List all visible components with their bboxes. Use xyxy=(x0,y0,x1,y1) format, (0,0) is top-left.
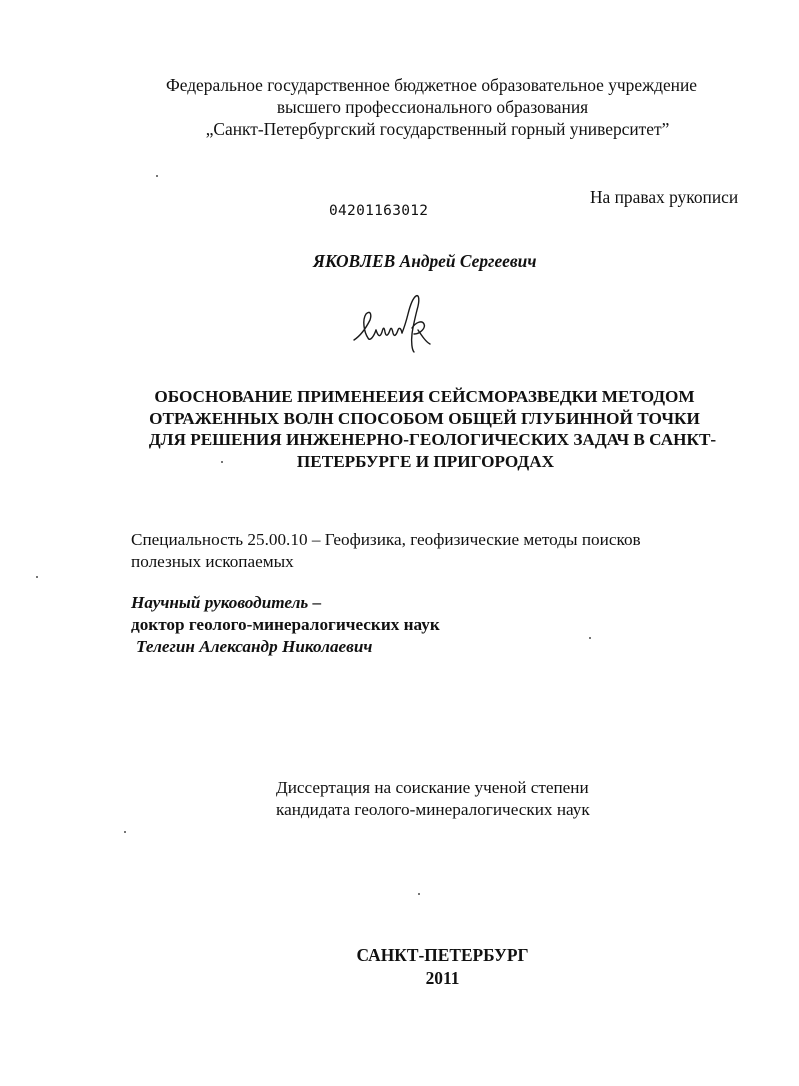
place-and-year xyxy=(0,944,799,990)
title-line-4: ПЕТЕРБУРГЕ И ПРИГОРОДАХ xyxy=(296,451,555,471)
specialty xyxy=(131,529,711,573)
scan-speck xyxy=(124,831,126,833)
specialty-line-1: Специальность 25.00.10 – Геофизика, геофизические методы поисков xyxy=(131,530,641,549)
institution-header xyxy=(0,74,799,140)
supervisor-role: Научный руководитель – xyxy=(131,593,322,612)
scientific-supervisor xyxy=(131,592,440,658)
scan-speck xyxy=(418,893,420,895)
degree-statement-line-2: кандидата геолого-минералогических наук xyxy=(276,800,590,819)
title-line-1: ОБОСНОВАНИЕ ПРИМЕНЕЕИЯ СЕЙСМОРАЗВЕДКИ МЕТОДОМ xyxy=(154,387,695,406)
rights-notice: На правах рукописи xyxy=(590,187,739,207)
degree-statement xyxy=(276,777,590,821)
institution-line-1: Федеральное государственное бюджетное образовательное учреждение xyxy=(165,75,697,95)
dissertation-title xyxy=(0,386,799,472)
institution-line-3: „Санкт-Петербургский государственный горный университет” xyxy=(205,119,670,139)
specialty-line-2: полезных ископаемых xyxy=(131,552,294,571)
scan-speck xyxy=(589,637,591,639)
city: САНКТ-ПЕТЕРБУРГ xyxy=(356,945,529,965)
title-line-2: ОТРАЖЕННЫХ ВОЛН СПОСОБОМ ОБЩЕЙ ГЛУБИННОЙ ТОЧКИ xyxy=(149,408,700,428)
registration-number: 04201163012 xyxy=(329,203,429,219)
scan-speck xyxy=(156,175,158,177)
year: 2011 xyxy=(425,968,460,988)
scan-speck xyxy=(36,576,38,578)
author-name: ЯКОВЛЕВ Андрей Сергеевич xyxy=(313,251,537,271)
institution-line-2: высшего профессионального образования xyxy=(276,97,589,117)
degree-statement-line-1: Диссертация на соискание ученой степени xyxy=(276,778,589,797)
scan-speck xyxy=(221,461,223,463)
title-line-3: ДЛЯ РЕШЕНИЯ ИНЖЕНЕРНО-ГЕОЛОГИЧЕСКИХ ЗАДАЧ В САНКТ- xyxy=(148,430,717,449)
supervisor-degree: доктор геолого-минералогических наук xyxy=(131,615,440,634)
supervisor-name: Телегин Александр Николаевич xyxy=(136,637,373,656)
author-signature xyxy=(350,292,438,354)
